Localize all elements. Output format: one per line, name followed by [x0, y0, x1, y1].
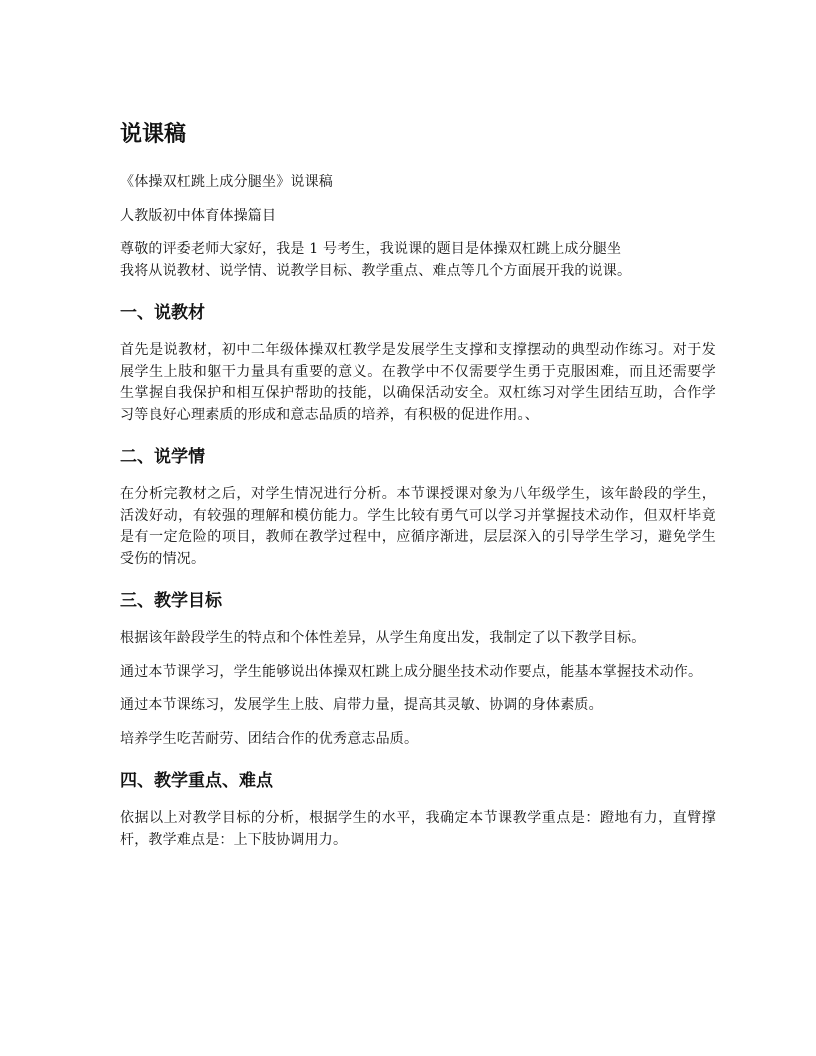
- section-paragraph: 首先是说教材，初中二年级体操双杠教学是发展学生支撑和支撑摆动的典型动作练习。对于发展学生上肢和躯干力量具有重要的意义。在教学中不仅需要学生勇于克服困难，而且还需要学生掌握自我保护和相互保护帮助的技能，以确保活动安全。双杠练习对学生团结互助，合作学习等良好心理素质的形成和意志品质的培养，有积极的促进作用。、: [120, 342, 716, 423]
- section-heading-textbook: 一、说教材: [120, 303, 205, 323]
- section-heading-objectives: 三、教学目标: [120, 591, 222, 611]
- section-paragraph: 在分析完教材之后，对学生情况进行分析。本节课授课对象为八年级学生，该年龄段的学生，活泼好动，有较强的理解和模仿能力。学生比较有勇气可以学习并掌握技术动作，但双杆毕竟是有一定危险的项目，教师在教学过程中，应循序渐进，层层深入的引导学生学习，避免学生受伤的情况。: [120, 486, 716, 567]
- section-paragraph: 依据以上对教学目标的分析，根据学生的水平，我确定本节课教学重点是：蹬地有力，直臂撑杆，教学难点是：上下肢协调用力。: [120, 810, 716, 848]
- intro-paragraph: [120, 239, 716, 282]
- section-heading-key-points: 四、教学重点、难点: [120, 771, 273, 791]
- section-paragraph: 根据该年龄段学生的特点和个体性差异，从学生角度出发，我制定了以下教学目标。: [120, 630, 646, 646]
- document-source: 人教版初中体育体操篇目: [120, 207, 277, 224]
- document-subtitle: 《体操双杠跳上成分腿坐》说课稿: [120, 174, 333, 190]
- page-title: 说课稿: [120, 122, 187, 147]
- section-paragraph: 通过本节课练习，发展学生上肢、肩带力量，提高其灵敏、协调的身体素质。: [120, 697, 603, 713]
- intro-line: 尊敬的评委老师大家好，我是 1 号考生，我说课的题目是体操双杠跳上成分腿坐: [120, 241, 622, 257]
- section-paragraph: 培养学生吃苦耐劳、团结合作的优秀意志品质。: [120, 730, 419, 747]
- section-heading-students: 二、说学情: [120, 447, 205, 467]
- section-paragraph: 通过本节课学习，学生能够说出体操双杠跳上成分腿坐技术动作要点，能基本掌握技术动作。: [120, 663, 703, 680]
- document-body: [120, 118, 716, 863]
- intro-line: 我将从说教材、说学情、说教学目标、教学重点、难点等几个方面展开我的说课。: [120, 262, 632, 279]
